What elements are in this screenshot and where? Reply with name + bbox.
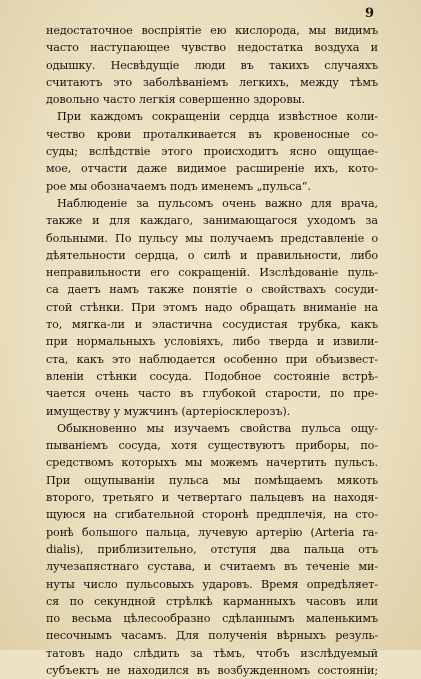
text-line: ста, какъ это наблюдается особенно при объизвест- bbox=[46, 352, 378, 366]
text-line: щуюся на сгибательной сторонѣ предплечія, на сто- bbox=[46, 508, 378, 522]
text-line: стой стѣнки. При этомъ надо обращать вниманіе на bbox=[46, 300, 378, 314]
text-line: ся по секундной стрѣлкѣ карманныхъ часовъ или bbox=[46, 594, 378, 608]
text-line: имуществу у мужчинъ (артеріосклерозъ). bbox=[46, 404, 291, 418]
text-line: при нормальныхъ условіяхъ, либо тверда и извили- bbox=[46, 335, 378, 349]
text-line: то, мягка-ли и эластична сосудистая трубка, какъ bbox=[46, 318, 378, 332]
text-line: лучезапястнаго сустава, и считаемъ въ теченіе ми- bbox=[46, 560, 378, 574]
text-line: довольно часто легкія совершенно здоровы. bbox=[46, 93, 305, 107]
text-line: пываніемъ сосуда, хотя существуютъ приборы, по- bbox=[46, 439, 378, 453]
text-line: са даетъ намъ также понятіе о свойствахъ сосуди- bbox=[46, 283, 378, 297]
text-line: недостаточное воспріятіе ею кислорода, мы видимъ bbox=[46, 24, 378, 37]
paragraph-first-line: Обыкновенно мы изучаемъ свойства пульса ощу- bbox=[57, 421, 378, 435]
text-line: по весьма цѣлесообразно сдѣланнымъ маленькимъ bbox=[46, 612, 378, 626]
text-line: неправильности его сокращеній. Изслѣдованіе пуль- bbox=[46, 266, 378, 280]
text-line: суды; вслѣдствіе этого происходитъ ясно ощущае- bbox=[46, 145, 378, 159]
text-line: татовъ надо слѣдить за тѣмъ, чтобъ изслѣдуемый bbox=[46, 646, 378, 660]
text-line: одышку. Несвѣдущіе люди въ такихъ случаяхъ bbox=[46, 58, 378, 72]
text-line: второго, третьяго и четвертаго пальцевъ на находя- bbox=[46, 491, 378, 505]
text-line: рое мы обозначаемъ подъ именемъ „пульса“. bbox=[46, 179, 311, 193]
text-line: также и для каждаго, занимающагося уходомъ за bbox=[46, 214, 378, 228]
text-line: субъектъ не находился въ возбужденномъ состояніи; bbox=[46, 663, 378, 677]
text-line: При ощупываніи пульса мы помѣщаемъ мякоть bbox=[46, 473, 378, 487]
text-line: нуты число пульсовыхъ ударовъ. Время опредѣляет- bbox=[46, 577, 378, 591]
text-line: ронѣ большого пальца, лучевую артерію (Arteria ra- bbox=[46, 525, 378, 539]
text-line: песочнымъ часамъ. Для полученія вѣрныхъ резуль- bbox=[46, 629, 378, 643]
text-line: больными. По пульсу мы получаемъ представленіе о bbox=[46, 231, 378, 245]
text-line: чается очень часто въ глубокой старости, по пре- bbox=[46, 387, 378, 401]
paragraph-first-line: При каждомъ сокращеніи сердца извѣстное коли- bbox=[57, 110, 378, 124]
paragraph-first-line: Наблюденіе за пульсомъ очень важно для врача, bbox=[57, 196, 378, 210]
text-line: вленіи стѣнки сосуда. Подобное состояніе встрѣ- bbox=[46, 369, 378, 383]
page-number: 9 bbox=[364, 6, 374, 21]
text-line: мое, отчасти даже видимое расширеніе ихъ, кото- bbox=[46, 162, 378, 176]
text-line: часто наступающее чувство недостатка воздуха и bbox=[46, 41, 378, 55]
text-line: средствомъ которыхъ мы можемъ начертить пульсъ. bbox=[46, 456, 378, 470]
body-text bbox=[46, 22, 378, 679]
text-line: считаютъ это заболѣваніемъ легкихъ, между тѣмъ bbox=[46, 75, 378, 89]
text-line: дѣятельности сердца, о силѣ и правильности, либо bbox=[46, 248, 378, 262]
text-line: чество крови проталкивается въ кровеносные со- bbox=[46, 127, 378, 141]
text-line: dialis), приблизительно, отступя два пальца отъ bbox=[46, 542, 378, 556]
